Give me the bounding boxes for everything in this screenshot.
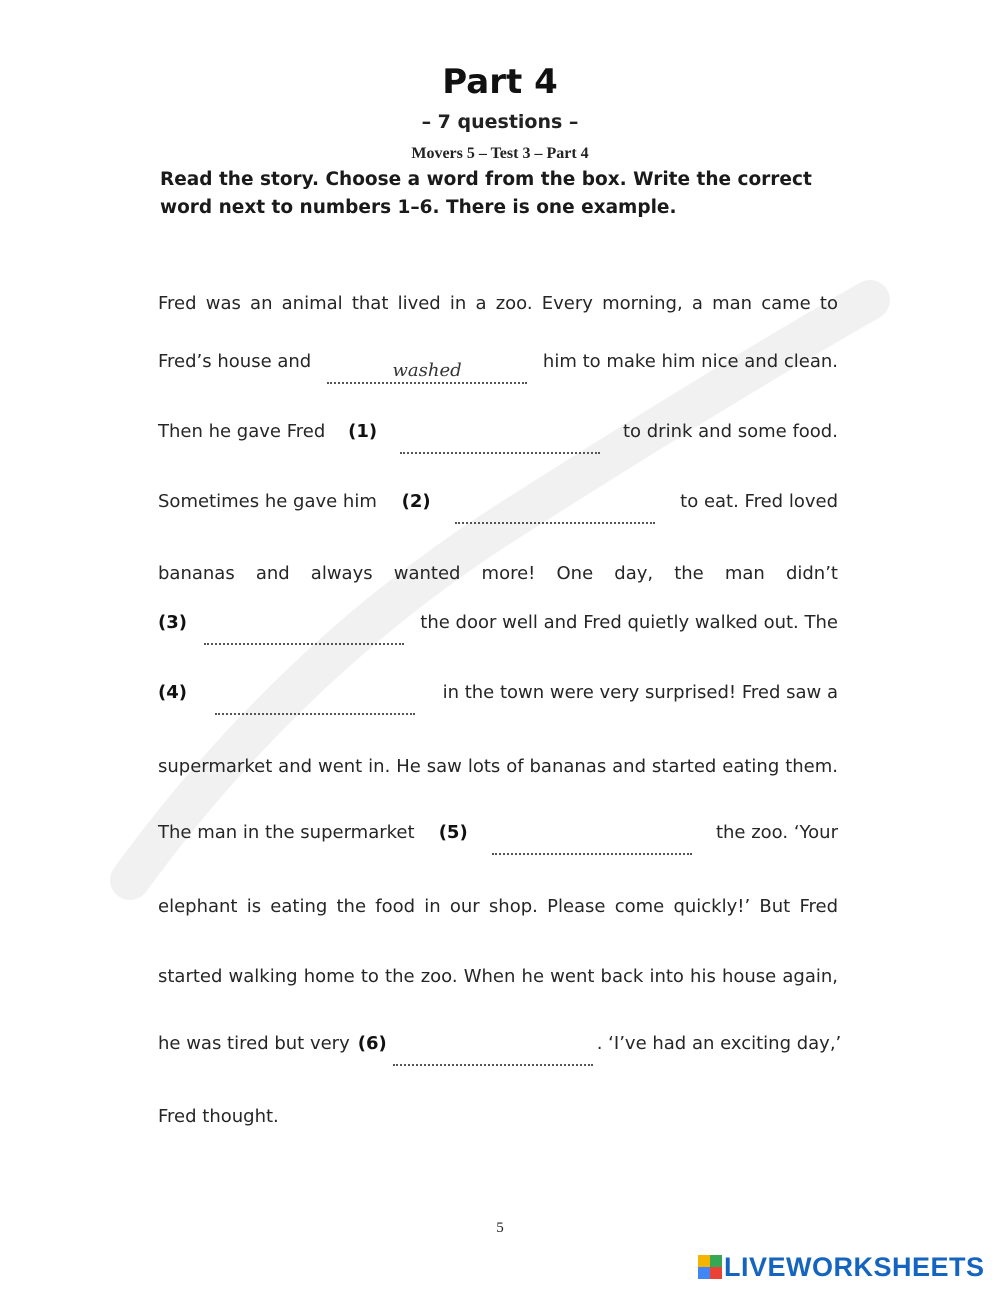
story-text: supermarket and went in. He saw lots of bananas and started eating them. <box>158 756 838 777</box>
answer-input-5[interactable] <box>492 825 692 855</box>
story-text: the zoo. ‘Your <box>715 821 838 843</box>
story-line <box>158 675 838 709</box>
story-text: the door well and Fred quietly walked out. The <box>420 611 838 633</box>
story-text: to eat. Fred loved <box>680 490 838 512</box>
story-line <box>158 815 838 849</box>
brand-logo <box>698 1252 985 1282</box>
example-answer: washed <box>392 360 462 381</box>
story-text: elephant is eating the food in our shop. Please come quickly!’ But Fred <box>158 896 838 917</box>
story-text: Fred was an animal that lived in a zoo. Every morning, a man came to <box>158 292 838 314</box>
example-blank <box>327 352 527 384</box>
question-count: – 7 questions – <box>421 111 579 133</box>
answer-input-1[interactable] <box>400 424 600 454</box>
story-text: he was tired but very <box>158 1032 350 1054</box>
page-number: 5 <box>496 1220 504 1236</box>
story-text: Then he gave Fred <box>158 420 326 442</box>
story-line <box>158 344 838 381</box>
question-number-2: (2) <box>401 490 431 512</box>
story-text: to drink and some food. <box>622 420 838 442</box>
answer-input-2[interactable] <box>455 494 655 524</box>
story-text: him to make him nice and clean. <box>542 350 838 372</box>
part-title: Part 4 <box>442 62 558 102</box>
story-text: in the town were very surprised! Fred saw a <box>442 681 838 703</box>
story-line <box>158 484 838 518</box>
liveworksheets-logo-icon <box>698 1255 722 1279</box>
story-text: Fred’s house and <box>158 350 312 372</box>
story-line <box>158 1026 842 1060</box>
story-text: Fred thought. <box>158 1106 279 1127</box>
question-number-4: (4) <box>158 681 187 703</box>
story-text: Sometimes he gave him <box>158 490 377 512</box>
test-reference: Movers 5 – Test 3 – Part 4 <box>411 145 589 162</box>
story-text: started walking home to the zoo. When he went back into his house again, <box>158 966 838 987</box>
question-number-1: (1) <box>348 420 378 442</box>
story-text: . ‘I’ve had an exciting day,’ <box>596 1032 842 1054</box>
story-text: The man in the supermarket <box>158 821 415 843</box>
answer-input-3[interactable] <box>204 615 404 645</box>
story-line <box>158 966 838 1000</box>
question-number-6: (6) <box>357 1032 387 1054</box>
instructions: Read the story. Choose a word from the box. Write the correct word next to numbers 1–6. There is one example. <box>160 169 812 218</box>
brand-name: LIVEWORKSHEETS <box>724 1251 985 1282</box>
question-number-3: (3) <box>158 611 187 633</box>
story-line <box>158 756 838 790</box>
story-line <box>158 414 838 448</box>
story-text: bananas and always wanted more! One day, the man didn’t <box>158 563 838 584</box>
answer-input-6[interactable] <box>393 1036 593 1066</box>
story-line <box>158 286 838 320</box>
story-line <box>158 605 838 639</box>
question-number-5: (5) <box>438 821 468 843</box>
story-line <box>158 896 838 930</box>
story-line <box>158 563 838 597</box>
story-line <box>158 1106 838 1140</box>
answer-input-4[interactable] <box>215 685 415 715</box>
